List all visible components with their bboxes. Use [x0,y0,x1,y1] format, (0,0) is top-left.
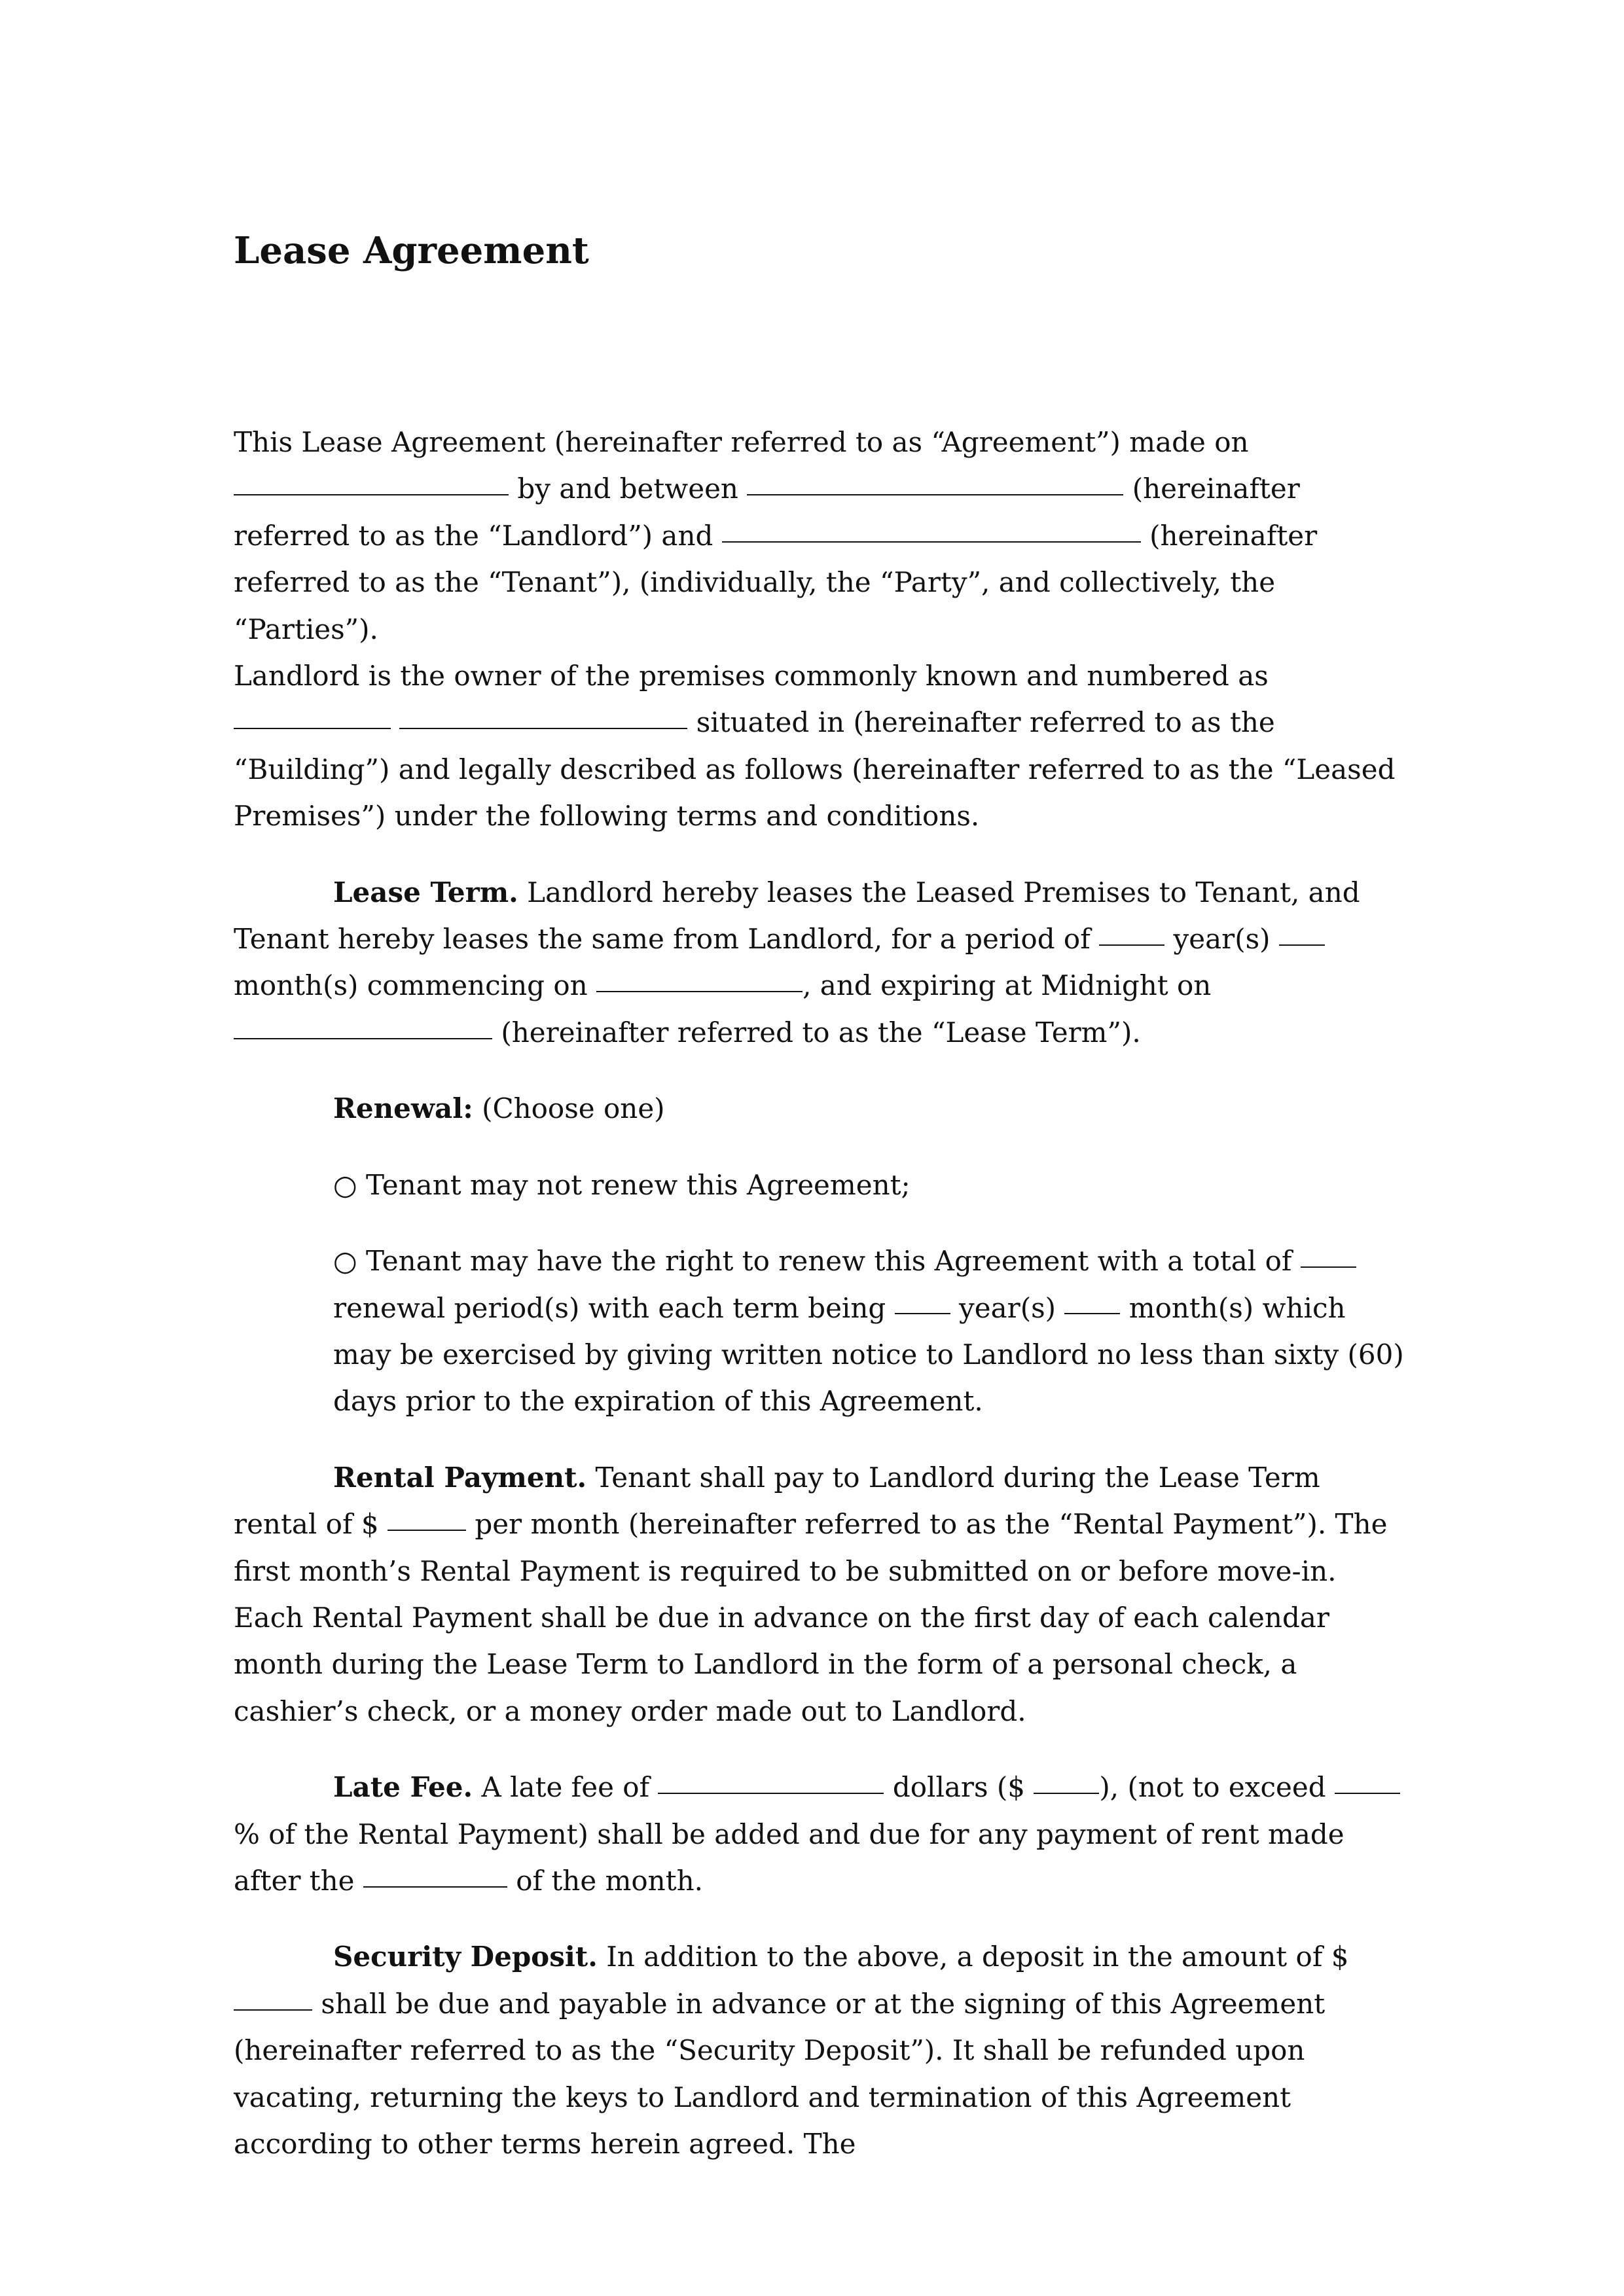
renewal-note: (Choose one) [482,1092,665,1125]
intro-text: by and between [517,473,738,505]
section-text: Tenant shall pay to Landlord during the Lease Term rental of $ [234,1461,1320,1541]
section-text: ), (not to exceed [1099,1771,1326,1804]
section-heading: Lease Term. [333,876,518,908]
option-text: renewal period(s) with each term being [333,1291,886,1324]
document-body [234,419,1412,2167]
radio-circle-icon[interactable]: ○ [333,1168,357,1201]
commencement-date-blank[interactable] [596,991,803,992]
lease-term-section [234,869,1412,1056]
section-text: % of the Rental Payment) shall be added and due for any payment of rent made after the [234,1818,1344,1897]
late-fee-day-blank[interactable] [363,1886,507,1888]
renewal-months-blank[interactable] [1064,1313,1120,1314]
intro-text: (hereinafter referred to as the “Tenant”), (individually, the “Party”, and collectively, the “Parties”). [234,519,1318,645]
lease-years-blank[interactable] [1099,944,1164,946]
lease-months-blank[interactable] [1279,944,1325,946]
intro-paragraph [234,419,1412,653]
section-heading: Rental Payment. [333,1461,587,1494]
late-fee-percent-blank[interactable] [1335,1793,1400,1794]
section-text: year(s) [1173,923,1271,956]
agreement-date-blank[interactable] [234,494,509,495]
section-text: In addition to the above, a deposit in the amount of $ [606,1941,1349,1973]
section-text: month(s) commencing on [234,969,588,1002]
expiration-date-blank[interactable] [234,1038,492,1039]
premises-text: situated in (hereinafter referred to as the “Building”) and legally described as follows (hereinafter referred to as the “Leased Premises”) under the following terms and conditions. [234,706,1396,833]
section-text: per month (hereinafter referred to as the “Rental Payment”). The first month’s Rental Payment is required to be submitted on or before move-in. Each Rental Payment shall be due in advance on the first day of each calendar month during the Lease Term to Landlord in the form of a personal check, a cashier’s check, or a money order made out to Landlord. [234,1508,1388,1727]
section-text: of the month. [516,1864,704,1897]
section-heading: Security Deposit. [333,1941,598,1973]
option-text: month(s) which may be exercised by giving written notice to Landlord no less than sixty (60) days prior to the expiration of this Agreement. [333,1291,1404,1418]
rent-amount-blank[interactable] [388,1530,466,1531]
option-text: Tenant may not renew this Agreement; [366,1168,911,1201]
premises-text: Landlord is the owner of the premises commonly known and numbered as [234,660,1269,692]
section-heading: Late Fee. [333,1771,473,1804]
section-text: , and expiring at Midnight on [803,969,1212,1002]
page-title: Lease Agreement [234,229,589,272]
section-text: A late fee of [481,1771,650,1804]
tenant-name-blank[interactable] [722,541,1141,543]
section-heading: Renewal: [333,1092,473,1125]
radio-circle-icon[interactable]: ○ [333,1245,357,1278]
renewal-heading [234,1085,1412,1132]
section-text: shall be due and payable in advance or at the signing of this Agreement (hereinafter referred to as the “Security Deposit”). It shall be refunded upon vacating, returning the keys to Landlord and termination of this Agreement according to other terms herein agreed. The [234,1987,1326,2160]
premises-paragraph [234,653,1412,840]
renewal-option-1[interactable] [234,1162,1412,1208]
renewal-count-blank[interactable] [1301,1266,1356,1268]
rental-payment-section [234,1454,1412,1734]
section-text: Landlord hereby leases the Leased Premises to Tenant, and Tenant hereby leases the same from Landlord, for a period of [234,876,1360,956]
premises-address-blank-2[interactable] [399,728,687,729]
section-text: (hereinafter referred to as the “Lease Term”). [501,1016,1141,1049]
security-deposit-section [234,1933,1412,2167]
option-text: year(s) [959,1291,1056,1324]
intro-text: This Lease Agreement (hereinafter referred to as “Agreement”) made on [234,426,1249,458]
option-text: Tenant may have the right to renew this Agreement with a total of [366,1245,1292,1278]
premises-address-blank[interactable] [234,728,391,729]
late-fee-section [234,1764,1412,1904]
late-fee-words-blank[interactable] [658,1793,884,1794]
renewal-option-2[interactable] [234,1238,1412,1425]
section-text: dollars ($ [892,1771,1026,1804]
deposit-amount-blank[interactable] [234,2009,312,2011]
landlord-name-blank[interactable] [747,494,1123,495]
intro-text: (hereinafter referred to as the “Landlord”) and [234,473,1300,552]
renewal-years-blank[interactable] [895,1313,950,1314]
late-fee-amount-blank[interactable] [1034,1793,1099,1794]
